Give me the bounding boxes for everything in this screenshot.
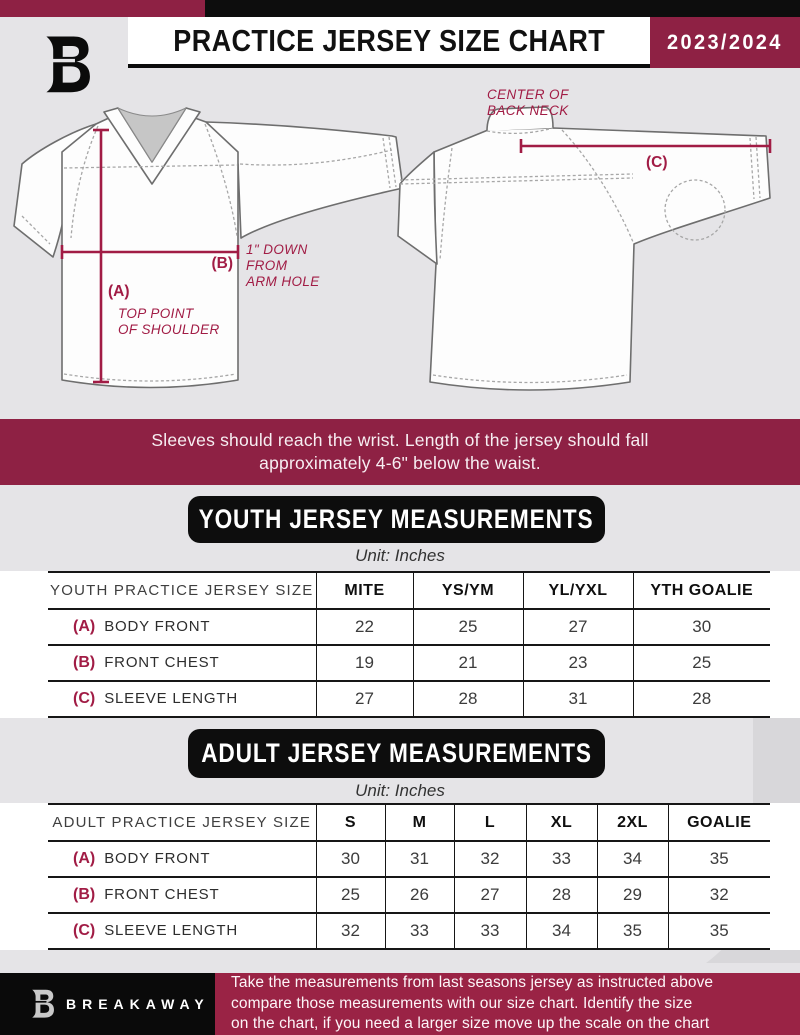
label-a: (A): [108, 283, 130, 300]
size-value-cell: 35: [668, 841, 770, 877]
table-header-row: [48, 572, 770, 609]
youth-section-title: YOUTH JERSEY MEASUREMENTS: [199, 504, 594, 534]
size-value-cell: 32: [668, 877, 770, 913]
size-value-cell: 23: [523, 645, 633, 681]
size-value-cell: 27: [316, 681, 413, 717]
size-value-cell: 28: [413, 681, 523, 717]
front-jersey-drawing: [14, 108, 403, 388]
table-title-cell: YOUTH PRACTICE JERSEY SIZE: [48, 572, 316, 609]
table-header-row: [48, 804, 770, 841]
footer-note-line2: compare those measurements with our size chart. Identify the size: [231, 994, 693, 1012]
measurement-row: [48, 913, 770, 949]
measurement-key: (C): [73, 922, 96, 939]
adult-size-table: [48, 803, 770, 950]
youth-table-band: [0, 571, 800, 718]
size-value-cell: 30: [316, 841, 385, 877]
size-value-cell: 32: [316, 913, 385, 949]
instruction-banner: [0, 419, 800, 485]
adult-table-band: [0, 803, 800, 950]
youth-unit-label: Unit: Inches: [355, 546, 445, 565]
size-value-cell: 26: [385, 877, 454, 913]
banner-line1: Sleeves should reach the wrist. Length of the jersey should fall: [151, 430, 649, 450]
title-band: [128, 17, 650, 68]
note-b-line2: FROM: [246, 258, 288, 273]
jersey-diagram: [0, 68, 800, 419]
size-value-cell: 29: [597, 877, 668, 913]
table-title-cell: ADULT PRACTICE JERSEY SIZE: [48, 804, 316, 841]
size-value-cell: 32: [454, 841, 526, 877]
measurement-name: FRONT CHEST: [104, 886, 220, 903]
note-b-line1: 1" DOWN: [246, 242, 308, 257]
size-column-header: S: [316, 804, 385, 841]
note-a-line2: OF SHOULDER: [118, 322, 220, 337]
measurement-name: BODY FRONT: [104, 850, 211, 867]
size-value-cell: 31: [385, 841, 454, 877]
measurement-key: (B): [73, 886, 96, 903]
measurement-row: [48, 609, 770, 645]
size-value-cell: 35: [668, 913, 770, 949]
measurement-name: FRONT CHEST: [104, 654, 220, 671]
measurement-key: (B): [73, 654, 96, 671]
measurement-name: BODY FRONT: [104, 618, 211, 635]
measurement-row: [48, 681, 770, 717]
measurement-row: [48, 645, 770, 681]
size-value-cell: 27: [454, 877, 526, 913]
size-value-cell: 19: [316, 645, 413, 681]
size-value-cell: 21: [413, 645, 523, 681]
banner-line2: approximately 4-6" below the waist.: [259, 453, 541, 473]
size-value-cell: 30: [633, 609, 770, 645]
footer-brand-block: [0, 973, 215, 1035]
season-label: 2023/2024: [667, 30, 783, 54]
measurement-label-cell: [48, 645, 316, 681]
measurement-key: (A): [73, 618, 96, 635]
season-block: [650, 17, 800, 68]
top-strip-maroon: [0, 0, 205, 17]
size-value-cell: 27: [523, 609, 633, 645]
note-c-line1: CENTER OF: [487, 87, 569, 102]
measurement-label-cell: [48, 877, 316, 913]
size-value-cell: 25: [413, 609, 523, 645]
footer-note-line3: on the chart, if you need a larger size move up the scale on the chart: [231, 1015, 710, 1033]
note-b-line3: ARM HOLE: [246, 274, 320, 289]
label-b: (B): [211, 255, 233, 272]
adult-section-title-bar: [188, 729, 605, 778]
measurement-label-cell: [48, 841, 316, 877]
back-jersey-drawing: [398, 87, 770, 390]
size-value-cell: 34: [526, 913, 597, 949]
size-column-header: M: [385, 804, 454, 841]
youth-section-title-bar: [188, 496, 605, 543]
size-value-cell: 33: [385, 913, 454, 949]
footer-note-block: [215, 973, 800, 1035]
measurement-label-cell: [48, 681, 316, 717]
size-value-cell: 31: [523, 681, 633, 717]
size-value-cell: 22: [316, 609, 413, 645]
adult-unit-label: Unit: Inches: [355, 781, 445, 800]
breakaway-footer-icon: [22, 985, 56, 1023]
size-value-cell: 25: [633, 645, 770, 681]
size-column-header: L: [454, 804, 526, 841]
size-value-cell: 34: [597, 841, 668, 877]
size-value-cell: 35: [597, 913, 668, 949]
note-a-line1: TOP POINT: [118, 306, 194, 321]
measurement-row: [48, 841, 770, 877]
size-value-cell: 33: [526, 841, 597, 877]
measurement-name: SLEEVE LENGTH: [104, 690, 238, 707]
measurement-name: SLEEVE LENGTH: [104, 922, 238, 939]
size-column-header: XL: [526, 804, 597, 841]
size-value-cell: 28: [633, 681, 770, 717]
note-c-line2: BACK NECK: [487, 103, 569, 118]
footer-note-line1: Take the measurements from last seasons jersey as instructed above: [231, 974, 714, 992]
size-column-header: YTH GOALIE: [633, 572, 770, 609]
size-column-header: 2XL: [597, 804, 668, 841]
size-value-cell: 33: [454, 913, 526, 949]
footer-brand-name: BREAKAWAY: [66, 996, 210, 1012]
label-c: (C): [646, 154, 668, 171]
page-title: PRACTICE JERSEY SIZE CHART: [173, 22, 605, 58]
measurement-key: (C): [73, 690, 96, 707]
size-column-header: MITE: [316, 572, 413, 609]
size-value-cell: 28: [526, 877, 597, 913]
adult-section-title: ADULT JERSEY MEASUREMENTS: [201, 738, 592, 768]
size-column-header: GOALIE: [668, 804, 770, 841]
top-strip-black: [205, 0, 800, 17]
size-value-cell: 25: [316, 877, 385, 913]
measurement-label-cell: [48, 609, 316, 645]
measurement-label-cell: [48, 913, 316, 949]
measurement-key: (A): [73, 850, 96, 867]
size-column-header: YL/YXL: [523, 572, 633, 609]
size-column-header: YS/YM: [413, 572, 523, 609]
youth-size-table: [48, 571, 770, 718]
measurement-row: [48, 877, 770, 913]
